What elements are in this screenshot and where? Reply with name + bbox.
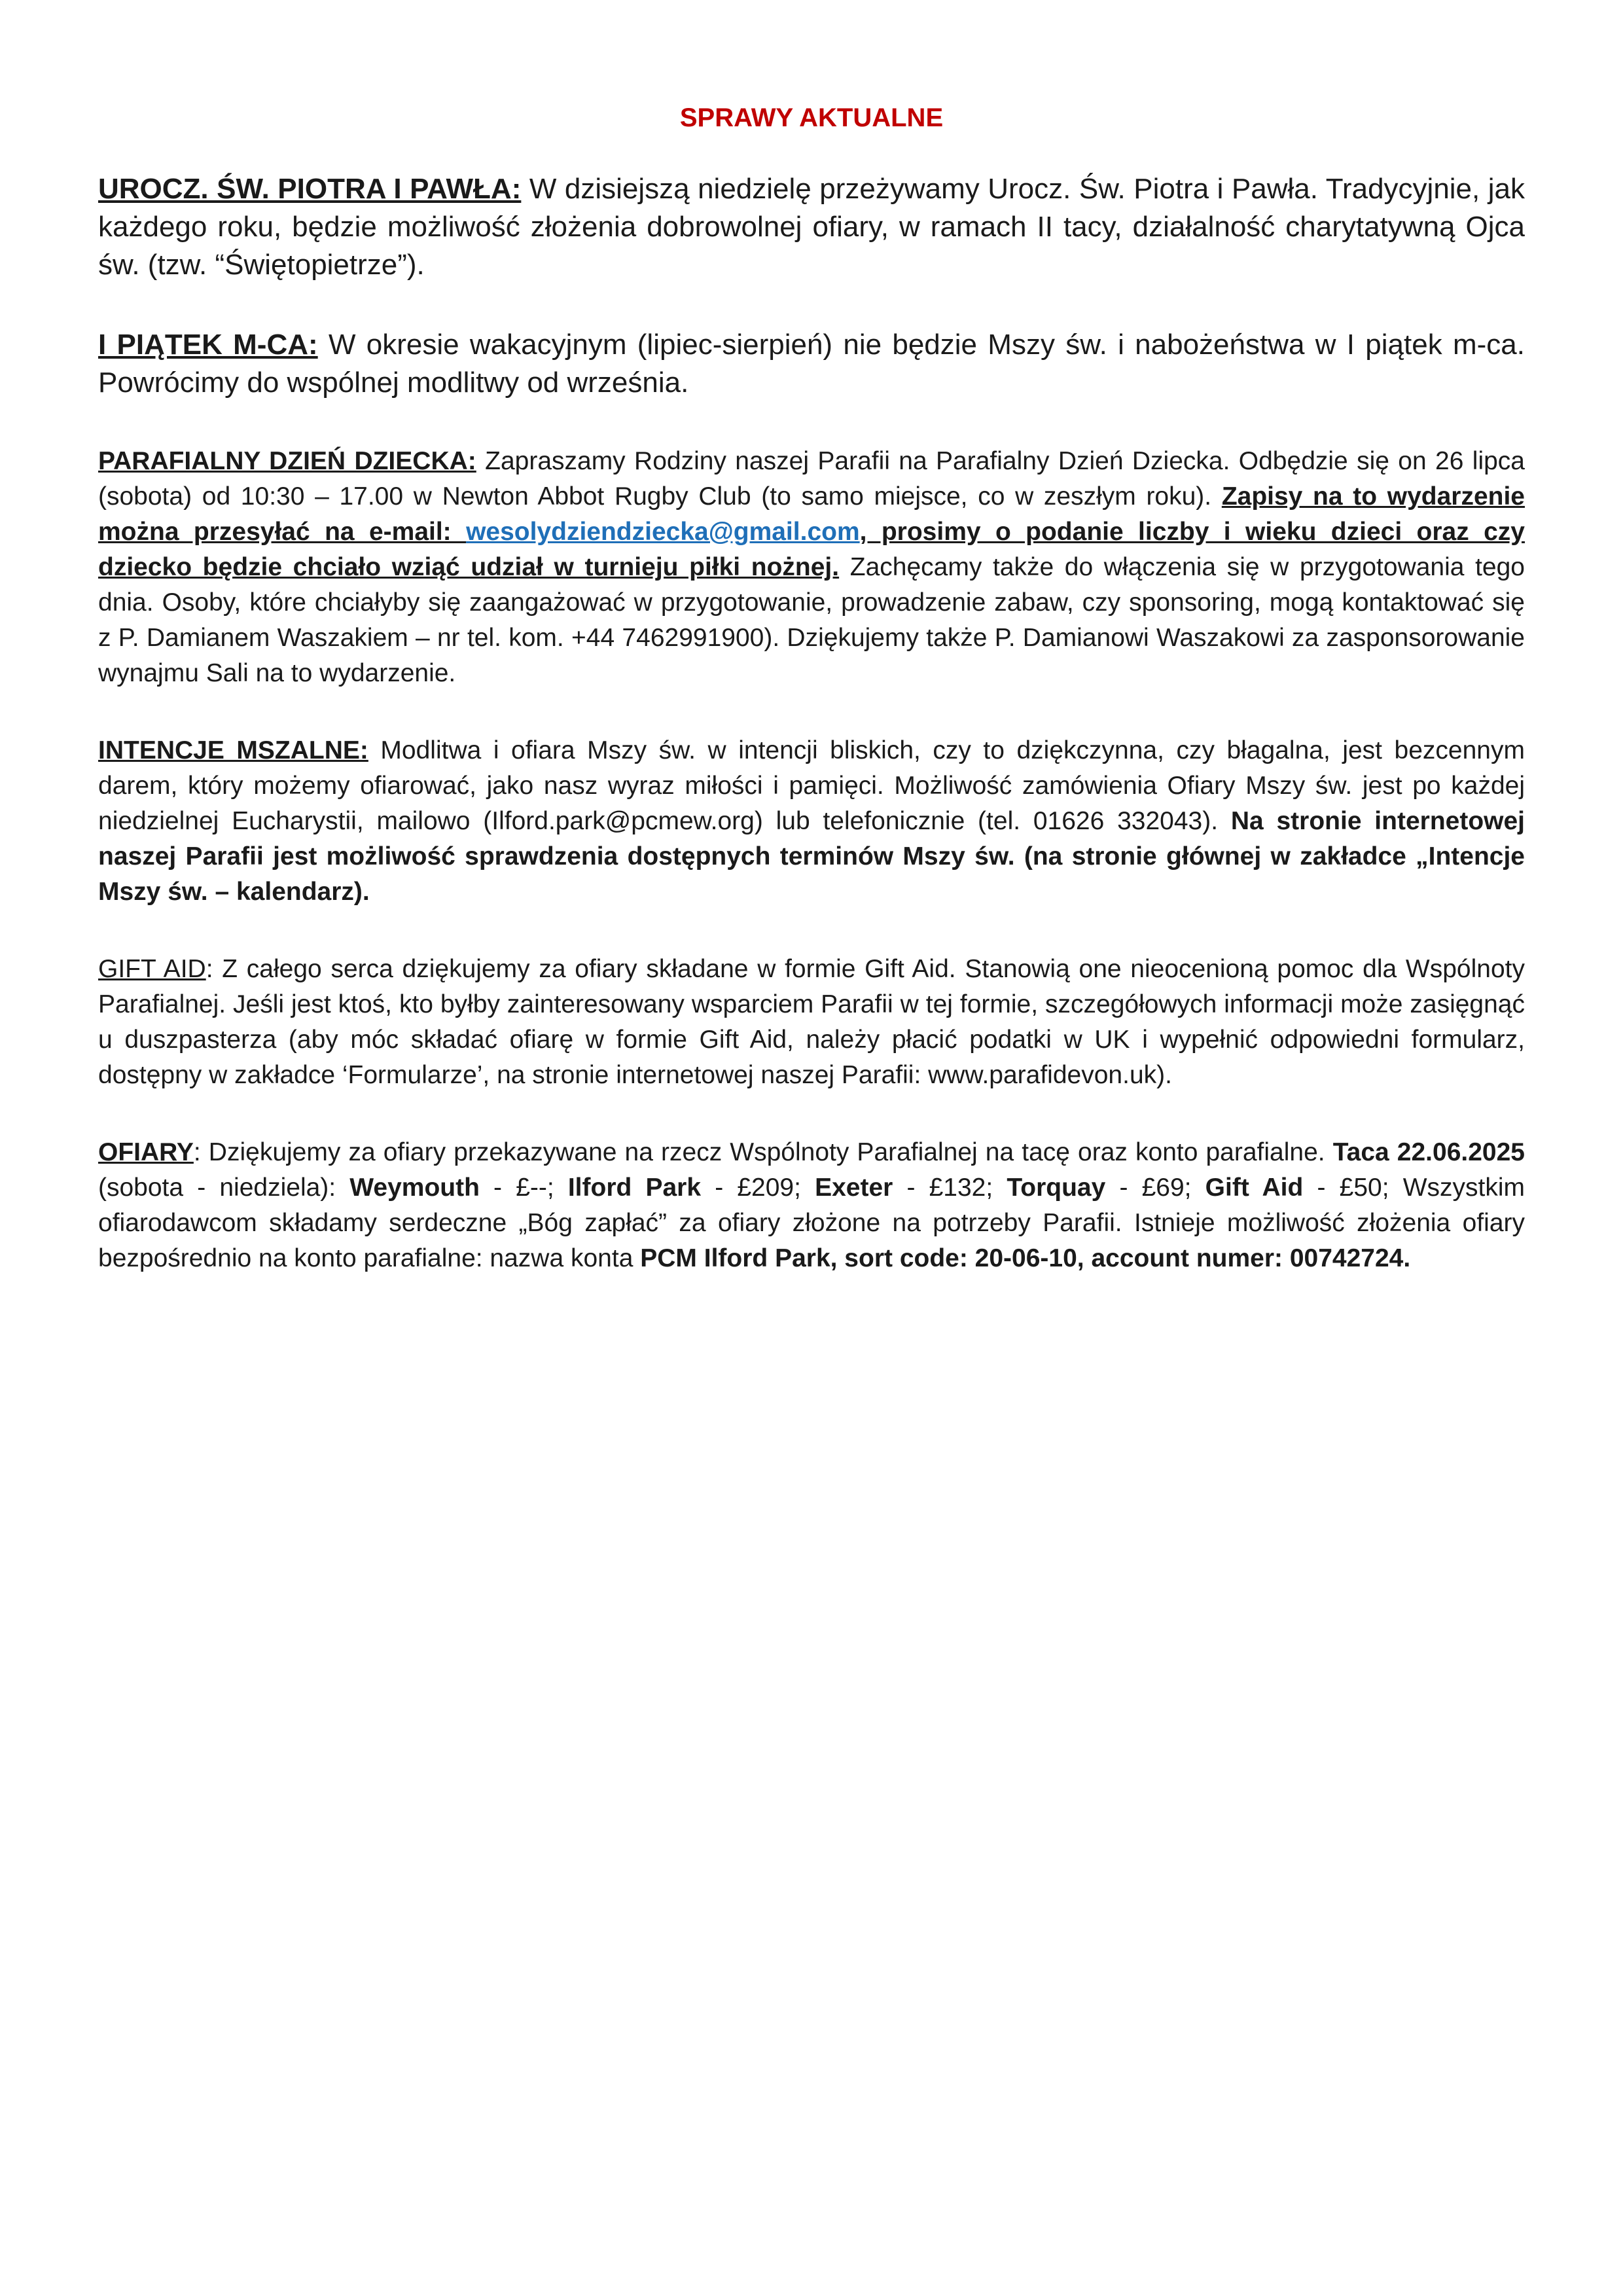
- section-piatek: [98, 326, 1525, 402]
- section-heading: UROCZ. ŚW. PIOTRA I PAWŁA:: [98, 173, 522, 205]
- weymouth-label: Weymouth: [349, 1174, 480, 1202]
- weymouth-value: - £--;: [479, 1174, 568, 1202]
- section-piotr-pawel: [98, 170, 1525, 284]
- section-heading: INTENCJE MSZALNE:: [98, 736, 368, 764]
- section-text: Modlitwa i ofiara Mszy św. w intencji bliskich, czy to dziękczynna, czy błagalna, jest bezcennym darem, który możemy ofiarować, jako nasz wyraz miłości i pamięci. Możliwość zamówienia Ofiary Mszy św. jest po każdej niedzielnej Eucharystii, mailowo (Ilford.park@pcmew.org) lub telefonicznie (tel. 01626 332043).: [98, 736, 1525, 835]
- giftaid-value: - £50;: [1303, 1174, 1403, 1202]
- section-heading: OFIARY: [98, 1138, 194, 1166]
- account-details: PCM Ilford Park, sort code: 20-06-10, account numer: 00742724.: [640, 1244, 1411, 1272]
- section-ofiary: [98, 1135, 1525, 1276]
- section-dzien-dziecka: [98, 444, 1525, 691]
- exeter-label: Exeter: [815, 1174, 893, 1202]
- signup-text: Zapisy na to wydarzenie można przesyłać na e-mail:: [98, 482, 1525, 546]
- section-text: Zachęcamy także do włączenia się w przygotowania tego dnia. Osoby, które chciałyby się zaangażować w przygotowanie, prowadzenie zabaw, czy sponsoring, mogą kontaktować się z P. Damianem Waszakiem – nr tel. kom. +44 7462991900). Dziękujemy także P. Damianowi Waszakowi za zasponsorowanie wynajmu Sali na to wydarzenie.: [98, 553, 1525, 687]
- section-text: : Dziękujemy za ofiary przekazywane na rzecz Wspólnoty Parafialnej na tacę oraz konto parafialne.: [193, 1138, 1333, 1166]
- section-intencje: [98, 733, 1525, 910]
- ilford-label: Ilford Park: [567, 1174, 702, 1202]
- section-heading: I PIĄTEK M-CA:: [98, 329, 318, 361]
- section-text: W dzisiejszą niedzielę przeżywamy Urocz. Św. Piotra i Pawła. Tradycyjnie, jak każdego roku, będzie możliwość złożenia dobrowolnej ofiary, w ramach II tacy, działalność charytatywną Ojca św. (tzw. “Świętopietrze”).: [98, 173, 1525, 281]
- calendar-note: Na stronie internetowej naszej Parafii jest możliwość sprawdzenia dostępnych terminów Mszy św. (na stronie głównej w zakładce „Intencje Mszy św. – kalendarz).: [98, 807, 1525, 906]
- taca-label: Taca 22.06.2025: [1332, 1138, 1525, 1166]
- section-heading: PARAFIALNY DZIEŃ DZIECKA:: [98, 447, 476, 475]
- section-text: : Z całego serca dziękujemy za ofiary składane w formie Gift Aid. Stanowią one nieocenioną pomoc dla Wspólnoty Parafialnej. Jeśli jest ktoś, kto byłby zainteresowany wsparciem Parafii w tej formie, szczegółowych informacji może zasięgnąć u duszpasterza (aby móc składać ofiarę w formie Gift Aid, należy płacić podatki w UK i wypełnić odpowiedni formularz, dostępny w zakładce ‘Formularze’, na stronie internetowej naszej Parafii: www.parafidevon.uk).: [98, 955, 1525, 1089]
- document-page: [98, 98, 1525, 1318]
- exeter-value: - £132;: [893, 1174, 1007, 1202]
- signup-details: , prosimy o podanie liczby i wieku dzieci oraz czy dziecko będzie chciało wziąć udział w turnieju piłki nożnej.: [98, 518, 1525, 581]
- giftaid-label: Gift Aid: [1205, 1174, 1304, 1202]
- torquay-value: - £69;: [1105, 1174, 1205, 1202]
- torquay-label: Torquay: [1007, 1174, 1106, 1202]
- section-text: Zapraszamy Rodziny naszej Parafii na Parafialny Dzień Dziecka. Odbędzie się on 26 lipca (sobota) od 10:30 – 17.00 w Newton Abbot Rugby Club (to samo miejsce, co w zeszłym roku).: [98, 447, 1525, 511]
- taca-days: (sobota - niedziela):: [98, 1174, 350, 1202]
- thanks-text: Wszystkim ofiarodawcom składamy serdeczne „Bóg zapłać” za ofiary złożone na potrzeby Parafii. Istnieje możliwość złożenia ofiary bezpośrednio na konto parafialne: nazwa konta: [98, 1174, 1525, 1272]
- section-heading: GIFT AID: [98, 955, 206, 983]
- section-text: W okresie wakacyjnym (lipiec-sierpień) nie będzie Mszy św. i nabożeństwa w I piątek m-ca. Powrócimy do wspólnej modlitwy od września.: [98, 329, 1525, 399]
- ilford-value: - £209;: [701, 1174, 815, 1202]
- email-link[interactable]: wesolydziendziecka@gmail.com: [466, 518, 860, 546]
- page-title: SPRAWY AKTUALNE: [679, 103, 944, 132]
- section-gift-aid: [98, 952, 1525, 1093]
